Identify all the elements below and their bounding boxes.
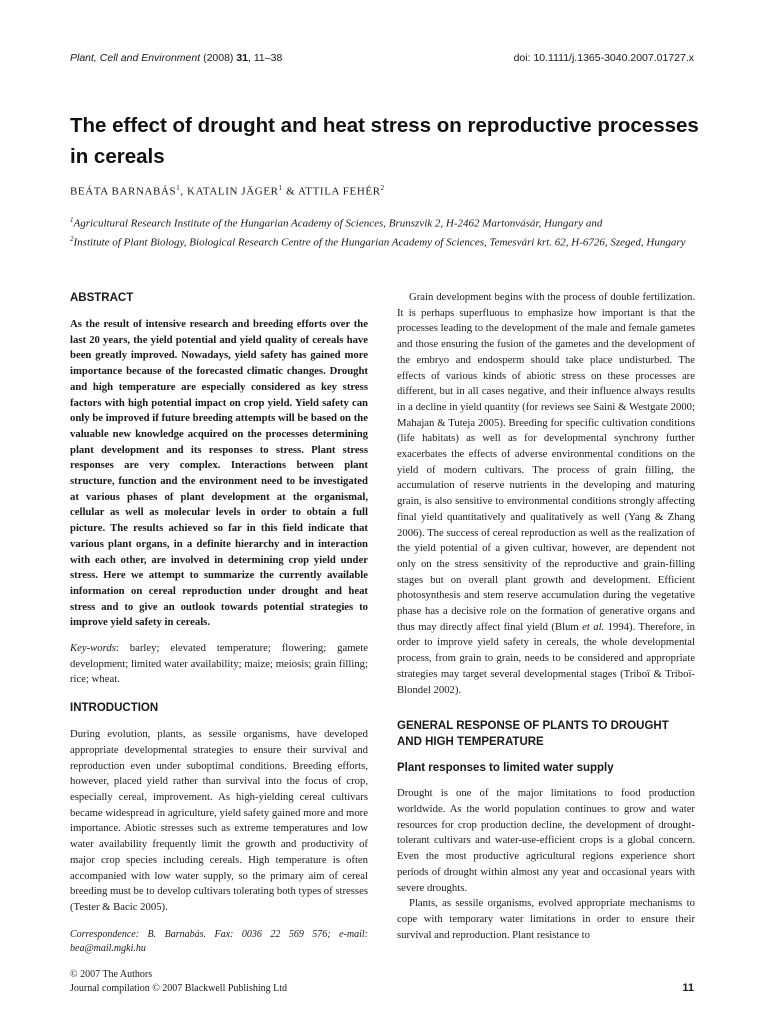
author-list xyxy=(70,184,385,198)
right-column xyxy=(397,290,695,943)
keywords-label: Key-words xyxy=(70,642,116,655)
body-paragraph-2: Drought is one of the major limitations to food production worldwide. As the world population continues to grow and water resources for crop production decline, the development of drought-tolerant cultivars and water-use-efficient crops is a global concern. Even the most productive agricultural regions experience short periods of drought within almost any year and occasional years with severe droughts. xyxy=(397,787,695,894)
copyright-footer xyxy=(70,968,287,996)
abstract-heading: ABSTRACT xyxy=(70,292,134,304)
abstract-text: As the result of intensive research and breeding efforts over the last 20 years, the yield potential and yield quality of cereals have been greatly improved. Nowadays, yield safety has gained more importance because of the forecasted climatic changes. Drought and high temperature are especially considered as key stress factors with high potential impact on crop yield. Yield safety can only be improved if future breeding attempts will be based on the valuable new knowledge acquired on the processes determining plant development and its responses to stress. Plant stress responses are very complex. Interactions between plant structure, function and the environment need to be investigated at various phases of plant development at the organismal, cellular as well as molecular levels in order to obtain a full picture. The results achieved so far in this field indicate that various plant organs, in a definite hierarchy and in interaction with each other, are involved in determining crop yield under stress. Here we attempt to summarize the currently available information on cereal reproduction under drought and heat stress and to give an outlook towards potential strategies to improve yield safety in cereals. xyxy=(70,318,368,629)
body-paragraph-1-text: Grain development begins with the process of double fertilization. It is perhaps superfluous to emphasize how important is that the processes leading to the development of the male and female gametes and those ensuring the fusion of the gametes and the development of the embryo and endosperm should take place undisturbed. The effects of various kinds of abiotic stress on these processes are different, but in all cases negative, and their influence always results in a decline in yield quantity (for reviews see Saini & Westgate 2000; Mahajan & Tuteja 2005). Breeding for specific cultivation conditions (life habitats) as well as for developmental synchrony further exacerbates the effects of adverse environmental conditions on the yield of modern cultivars. The process of grain filling, the accumulation of reserve nutrients in the developing and maturing grain, is also sensitive to environmental conditions strongly affecting final yield quantitatively and qualitatively as well (Yang & Zhang 2006). The success of cereal reproduction as well as the realization of the yield potential of a given cultivar, however, are dependent not only on the stress sensitivity of the reproductive and grain-filling stages but on overall plant growth and development. Efficient photosynthesis and stem reserve accumulation during the vegetative phase has a decisive role on the formation of generative organs and thus may directly affect final yield (Blum xyxy=(397,291,695,633)
affiliation-2-text: Institute of Plant Biology, Biological Research Centre of the Hungarian Academy of Sciences, Temesvári krt. 62, H-6726, Szeged, Hungary xyxy=(73,236,686,249)
left-column xyxy=(70,290,368,957)
spacer xyxy=(397,698,695,712)
author-3: & ATTILA FEHÉR xyxy=(282,185,381,198)
journal-volume: 31 xyxy=(236,52,249,64)
affiliations xyxy=(70,213,710,251)
keywords-text: : barley; elevated temperature; flowering; gamete development; limited water availability; maize; meiosis; grain filling; rice; wheat. xyxy=(70,642,368,686)
body-paragraph-1 xyxy=(397,290,695,698)
author-1-affil-mark: 1 xyxy=(176,184,181,192)
author-2-affil-mark: 1 xyxy=(278,184,283,192)
keywords xyxy=(70,641,368,688)
author-2: , KATALIN JÄGER xyxy=(180,185,279,198)
body-paragraph-3: Plants, as sessile organisms, evolved appropriate mechanisms to cope with temporary water limitations in order to ensure their survival and reproduction. Plant resistance to xyxy=(397,897,695,941)
section-heading-general-response: GENERAL RESPONSE OF PLANTS TO DROUGHT AND HIGH TEMPERATURE xyxy=(397,720,669,749)
author-1: BEÁTA BARNABÁS xyxy=(70,185,177,198)
page-number: 11 xyxy=(682,982,694,994)
affiliation-1 xyxy=(70,213,710,232)
copyright-publisher: Journal compilation © 2007 Blackwell Publishing Ltd xyxy=(70,983,288,994)
body-paragraph-1-etal: et al. xyxy=(582,620,605,633)
affiliation-2-mark: 2 xyxy=(70,235,74,244)
introduction-text: During evolution, plants, as sessile organisms, have developed appropriate developmental strategies to ensure their survival and reproduction even under suboptimal conditions. Breeding efforts, however, placed yield rather than survival into the focus of crop, especially cereal, improvement. As high-yielding cereal cultivars became widespread in agriculture, yield safety gained more and more importance. Abiotic stresses such as extreme temperatures and low water availability frequently limit the growth and productivity of major crop species including cereals. High temperature is often accompanied with low water supply, so the primary aim of cereal breeding must be to develop cultivars tolerating both types of stresses (Tester & Bacic 2005). xyxy=(70,728,368,913)
doi-link[interactable]: doi: 10.1111/j.1365-3040.2007.01727.x xyxy=(513,52,694,64)
introduction-heading: INTRODUCTION xyxy=(70,702,159,715)
subsection-heading-water-supply: Plant responses to limited water supply xyxy=(397,762,614,775)
journal-citation xyxy=(70,52,282,64)
affiliation-1-mark: 1 xyxy=(70,216,74,224)
author-3-affil-mark: 2 xyxy=(380,184,385,192)
journal-name: Plant, Cell and Environment xyxy=(70,52,201,64)
affiliation-1-text: Agricultural Research Institute of the Hungarian Academy of Sciences, Brunszvik 2, H-2462 Martonvásár, Hungary and xyxy=(73,217,603,230)
journal-pages: , 11–38 xyxy=(248,52,283,64)
copyright-authors: © 2007 The Authors xyxy=(70,969,153,980)
journal-year: (2008) xyxy=(200,52,237,64)
article-title: The effect of drought and heat stress on reproductive processes in cereals xyxy=(70,114,699,168)
affiliation-2 xyxy=(70,232,710,251)
body-paragraph-1-end: 1994). Therefore, in order to improve yield safety in cereals, the whole developmental process, from grain to grain, needs to be considered and appropriate strategies may target several developmental stages (Triboï & Triboï-Blondel 2002). xyxy=(397,620,695,696)
correspondence-note: Correspondence: B. Barnabás. Fax: 0036 22 569 576; e-mail: bea@mail.mgki.hu xyxy=(70,928,368,955)
